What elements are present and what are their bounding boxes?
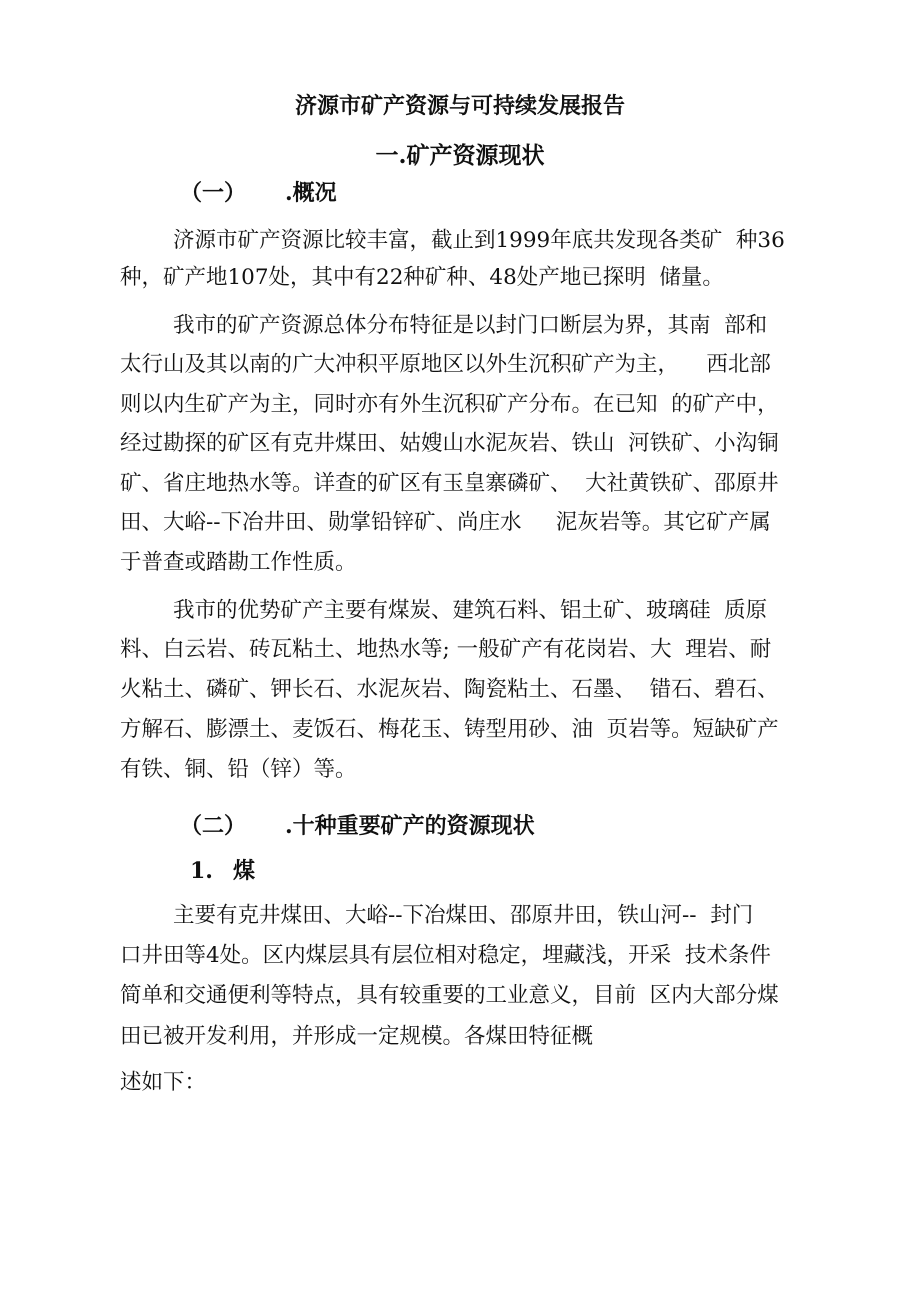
paragraph-line: 我市的优势矿产主要有煤炭、建筑石料、铝土矿、玻璃硅 质原 <box>173 598 768 623</box>
item-number: 1. <box>190 858 213 884</box>
paragraph-line: 我市的矿产资源总体分布特征是以封门口断层为界，其南 部和 <box>173 313 768 338</box>
subsection-heading: .十种重要矿产的资源现状 <box>285 813 535 839</box>
paragraph-line: 料、白云岩、砖瓦粘土、地热水等; 一般矿产有花岗岩、大 理岩、耐 <box>120 637 772 662</box>
paragraph-line: 太行山及其以南的广大冲积平原地区以外生沉积矿产为主， 西北部 <box>120 352 771 377</box>
paragraph-line: 则以内生矿产为主，同时亦有外生沉积矿产分布。在已知 的矿产中， <box>120 392 779 417</box>
paragraph-line: 经过勘探的矿区有克井煤田、姑嫂山水泥灰岩、铁山 河铁矿、小沟铜 <box>120 431 779 456</box>
item-heading: 煤 <box>233 858 256 884</box>
paragraph-line: 简单和交通便利等特点，具有较重要的工业意义，目前 区内大部分煤 <box>120 983 779 1008</box>
paragraph-line: 济源市矿产资源比较丰富，截止到1999年底共发现各类矿 种36 <box>173 228 785 253</box>
paragraph-line: 种，矿产地107处，其中有22种矿种、48处产地已探明 储量。 <box>120 265 724 290</box>
paragraph-line: 方解石、膨漂土、麦饭石、梅花玉、铸型用砂、油 页岩等。短缺矿产 <box>120 717 779 742</box>
paragraph-line: 有铁、铜、铅（锌）等。 <box>120 757 357 782</box>
paragraph-line: 于普查或踏勘工作性质。 <box>120 550 357 575</box>
paragraph-line: 矿、省庄地热水等。详查的矿区有玉皇寨磷矿、 大社黄铁矿、邵原井 <box>120 471 779 496</box>
subsection-heading: .概况 <box>285 180 337 206</box>
section-heading: 一.矿产资源现状 <box>375 142 545 169</box>
subsection-number: （二） <box>180 813 247 839</box>
paragraph-line: 田已被开发利用，并形成一定规模。各煤田特征概 <box>120 1024 594 1049</box>
paragraph-line: 主要有克井煤田、大峪--下冶煤田、邵原井田，铁山河-- 封门 <box>173 903 754 928</box>
paragraph-line: 田、大峪--下冶井田、勋掌铅锌矿、尚庄水 泥灰岩等。其它矿产属 <box>120 510 771 535</box>
subsection-number: （一） <box>180 180 247 206</box>
paragraph-line: 述如下： <box>120 1070 207 1095</box>
paragraph-line: 口井田等4处。区内煤层具有层位相对稳定，埋藏浅，开采 技术条件 <box>120 943 771 968</box>
paragraph-line: 火粘土、磷矿、钾长石、水泥灰岩、陶瓷粘土、石墨、 错石、碧石、 <box>120 677 779 702</box>
document-title: 济源市矿产资源与可持续发展报告 <box>294 93 625 119</box>
